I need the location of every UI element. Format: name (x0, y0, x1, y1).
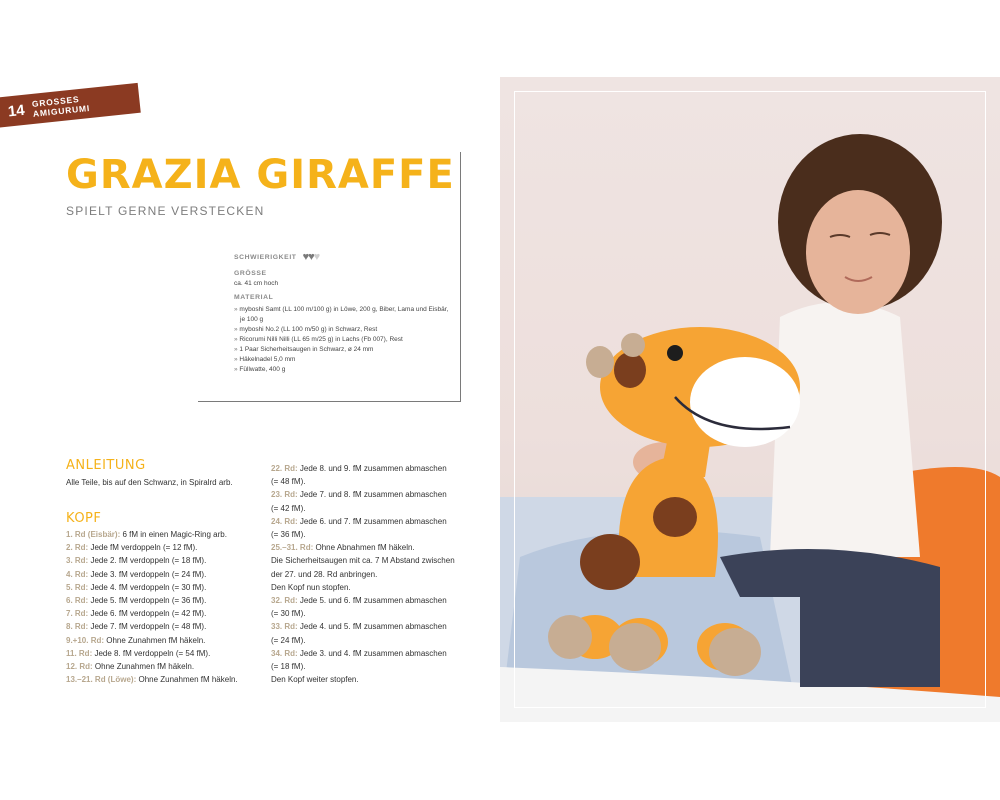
pattern-subtitle: SPIELT GERNE VERSTECKEN (66, 204, 265, 218)
round-row: Den Kopf weiter stopfen. (271, 675, 359, 685)
round-row: (= 18 fM). (271, 662, 306, 672)
heart-icon: ♥ (313, 251, 320, 263)
round-row: 25.–31. Rd: Ohne Abnahmen fM häkeln. (271, 543, 415, 553)
material-item: » myboshi No.2 (LL 100 m/50 g) in Schwarz, Rest (234, 325, 449, 335)
round-row: (= 42 fM). (271, 503, 306, 513)
size-value: ca. 41 cm hoch (234, 280, 279, 287)
round-row: 23. Rd: Jede 7. und 8. fM zusammen abmaschen (271, 490, 447, 500)
material-item: » Ricorumi Nilli Nilli (LL 65 m/25 g) in Lachs (Fb 007), Rest (234, 335, 449, 345)
material-label: MATERIAL (234, 294, 274, 301)
info-box-bottom-border (198, 401, 461, 402)
anleitung-heading: ANLEITUNG (66, 458, 146, 473)
section-label: GROSSES AMIGURUMI (31, 94, 91, 119)
difficulty-label: SCHWIERIGKEIT (234, 254, 297, 261)
round-row: 24. Rd: Jede 6. und 7. fM zusammen abmaschen (271, 516, 447, 526)
round-row: 33. Rd: Jede 4. und 5. fM zusammen abmaschen (271, 622, 447, 632)
heart-icon: ♥ (308, 251, 314, 263)
kopf-rows-column (66, 528, 266, 686)
round-row: 22. Rd: Jede 8. und 9. fM zusammen abmaschen (271, 464, 447, 473)
difficulty-hearts (303, 252, 320, 263)
pattern-title: GRAZIA GIRAFFE (66, 152, 455, 198)
round-row: 9.+10. Rd: Ohne Zunahmen fM häkeln. (66, 635, 206, 645)
round-row: 11. Rd: Jede 8. fM verdoppeln (= 54 fM). (66, 648, 211, 658)
kopf-heading: KOPF (66, 511, 102, 526)
round-row: 2. Rd: Jede fM verdoppeln (= 12 fM). (66, 543, 198, 553)
round-row: (= 36 fM). (271, 530, 306, 540)
size-label: GRÖSSE (234, 270, 267, 277)
round-row: 13.–21. Rd (Löwe): Ohne Zunahmen fM häkeln. (66, 675, 238, 685)
section-tab (0, 83, 141, 128)
info-box (234, 252, 449, 375)
heart-icon: ♥ (302, 251, 309, 263)
round-row: 4. Rd: Jede 3. fM verdoppeln (= 24 fM). (66, 569, 207, 579)
material-item: » Häkelnadel 5,0 mm (234, 355, 449, 365)
material-item: » Füllwatte, 400 g (234, 365, 449, 375)
round-row: 6. Rd: Jede 5. fM verdoppeln (= 36 fM). (66, 596, 207, 606)
material-item: » myboshi Samt (LL 100 m/100 g) in Löwe, 200 g, Biber, Lama und Eisbär, je 100 g (234, 305, 449, 325)
round-row: 7. Rd: Jede 6. fM verdoppeln (= 42 fM). (66, 609, 207, 619)
round-row: Den Kopf nun stopfen. (271, 582, 351, 592)
round-row: 32. Rd: Jede 5. und 6. fM zusammen abmaschen (271, 596, 447, 606)
page-number: 14 (7, 101, 26, 120)
round-row: 12. Rd: Ohne Zunahmen fM häkeln. (66, 662, 195, 672)
round-row: 8. Rd: Jede 7. fM verdoppeln (= 48 fM). (66, 622, 207, 632)
info-box-right-border (460, 152, 461, 402)
photo-frame (514, 91, 986, 708)
round-row: (= 48 fM). (271, 477, 306, 487)
round-row: 1. Rd (Eisbär): 6 fM in einen Magic-Ring arb. (66, 530, 227, 539)
round-row: Die Sicherheitsaugen mit ca. 7 M Abstand zwischen (271, 556, 455, 566)
round-row: 5. Rd: Jede 4. fM verdoppeln (= 30 fM). (66, 582, 207, 592)
round-row: (= 30 fM). (271, 609, 306, 619)
round-row: (= 24 fM). (271, 635, 306, 645)
round-row: 3. Rd: Jede 2. fM verdoppeln (= 18 fM). (66, 556, 207, 566)
material-item: » 1 Paar Sicherheitsaugen in Schwarz, ø 24 mm (234, 345, 449, 355)
anleitung-text: Alle Teile, bis auf den Schwanz, in Spiralrd arb. (66, 478, 233, 487)
round-row: 34. Rd: Jede 3. und 4. fM zusammen abmaschen (271, 648, 447, 658)
instructions-column-2 (271, 462, 481, 686)
material-list (234, 305, 449, 375)
round-row: der 27. und 28. Rd anbringen. (271, 569, 378, 579)
